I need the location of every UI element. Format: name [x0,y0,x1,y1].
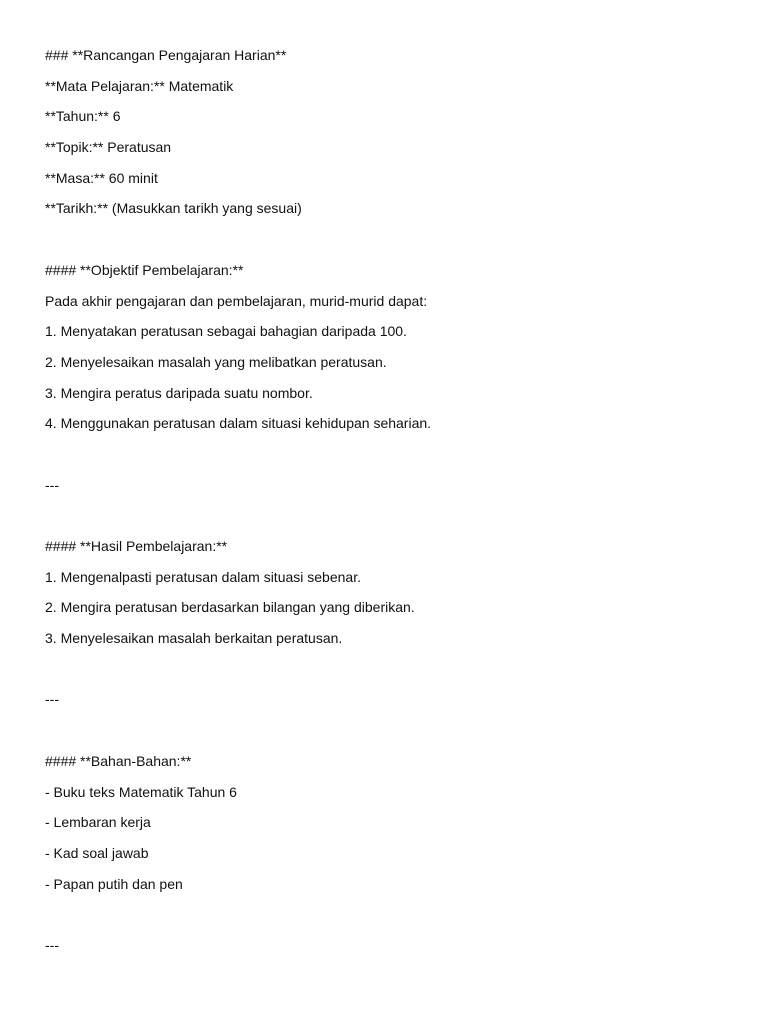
material-item: - Lembaran kerja [45,814,151,831]
document-title: ### **Rancangan Pengajaran Harian** [45,47,287,63]
meta-year: **Tahun:** 6 [45,108,121,125]
objectives-intro: Pada akhir pengajaran dan pembelajaran, murid-murid dapat: [45,292,428,309]
objective-item: 1. Menyatakan peratusan sebagai bahagian daripada 100. [45,323,407,340]
document-page [45,40,745,961]
outcome-item: 3. Menyelesaikan masalah berkaitan peratusan. [45,630,343,647]
material-item: - Kad soal jawab [45,844,149,861]
objectives-heading: #### **Objektif Pembelajaran:** [45,261,244,278]
spacer [45,715,745,746]
objective-item: 3. Mengira peratus daripada suatu nombor. [45,384,313,401]
outcome-item: 2. Mengira peratusan berdasarkan bilangan yang diberikan. [45,599,415,616]
meta-subject: **Mata Pelajaran:** Matematik [45,77,234,94]
spacer [45,500,745,531]
separator: --- [45,691,59,708]
spacer [45,224,745,255]
meta-time: **Masa:** 60 minit [45,169,158,186]
spacer [45,899,745,930]
meta-topic: **Topik:** Peratusan [45,139,172,156]
outcome-item: 1. Mengenalpasti peratusan dalam situasi sebenar. [45,568,361,585]
separator: --- [45,936,59,953]
objective-item: 2. Menyelesaikan masalah yang melibatkan peratusan. [45,353,387,370]
spacer [45,654,745,685]
meta-date: **Tarikh:** (Masukkan tarikh yang sesuai) [45,200,302,217]
material-item: - Buku teks Matematik Tahun 6 [45,783,237,800]
objective-item: 4. Menggunakan peratusan dalam situasi kehidupan seharian. [45,415,432,432]
outcomes-heading: #### **Hasil Pembelajaran:** [45,538,228,554]
separator: --- [45,476,59,493]
materials-heading: #### **Bahan-Bahan:** [45,752,192,769]
material-item: - Papan putih dan pen [45,875,183,892]
spacer [45,439,745,470]
